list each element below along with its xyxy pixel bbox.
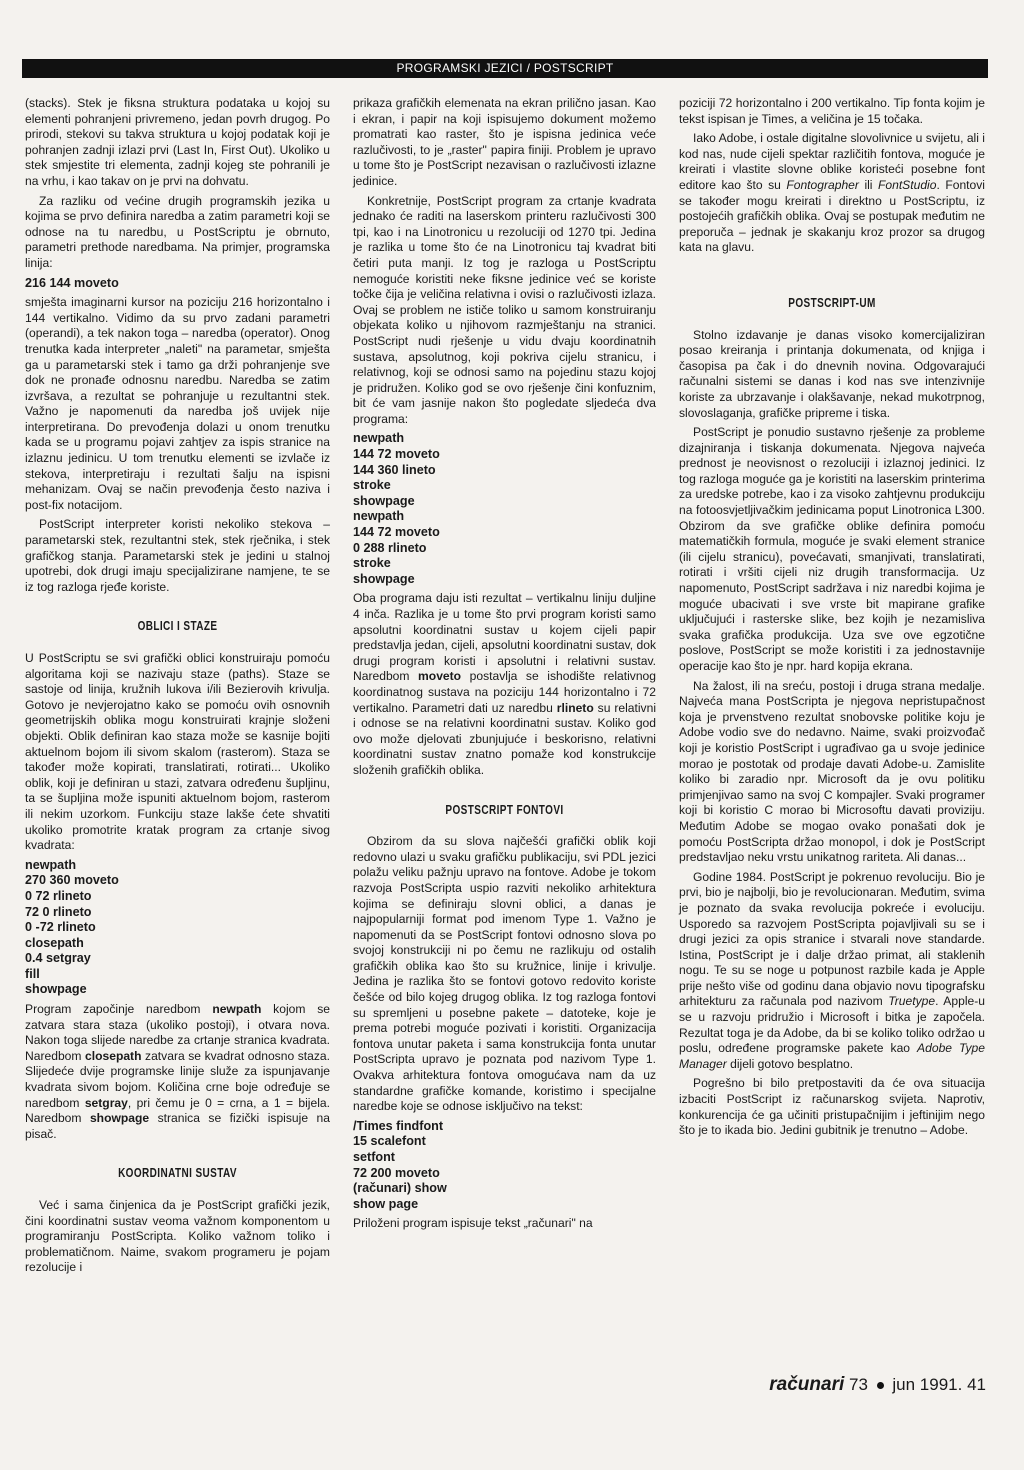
section-title: PROGRAMSKI JEZICI / POSTSCRIPT [396, 61, 614, 75]
paragraph: smješta imaginarni kursor na poziciju 216 horizontalno i 144 vertikalno. Vidimo da su prvo zadani parametri (operandi), a tek nakon toga – naredba (operator). Onog trenutka kada interpreter „naleti" na parametar, smješta ga u parametarski stek i tamo ga drži pohranjenje sve dok ne pronađe odnosnu naredbu. Naredba se zatim izvršava, a rezultat se pohranjuje u rezultantni stek. Važno je napomenuti da naredba još uvijek nije interpretirana. Do prevođenja dolazi u onom trenutku kada se u programu pojavi zahtjev za ispis stranice na izlaznu jedinicu. U tom trenutku elementi se izvlače iz stekova, interpretiraju i rezultati šalju na ispisni mehanizam. Ovaj se način prevođenja često naziva i post-fix notacijom. [25, 295, 330, 512]
magazine-logo: računari [769, 1374, 845, 1395]
code-block [25, 276, 330, 292]
issue-number: 73 [849, 1375, 868, 1394]
column-1 [25, 96, 330, 1280]
code-line: closepath [25, 935, 84, 950]
code-line: 72 0 rlineto [25, 904, 92, 919]
code-line: 72 200 moveto [353, 1165, 440, 1180]
code-block [353, 1119, 656, 1213]
code-line: stroke [353, 478, 391, 493]
code-line: newpath [353, 431, 405, 446]
page-footer [769, 1374, 986, 1396]
code-line: 15 scalefont [353, 1134, 426, 1149]
paragraph: (stacks). Stek je fiksna struktura podataka u kojoj su elementi pohranjeni privremeno, jedan povrh drugog. Po prirodi, stekovi su takva struktura u kojoj podatak koji je pohranjen zadnji izlazi prvi (Last In, First Out). Ukoliko u stek smjestite tri elementa, zadnji kojeg ste pohranili je na vrhu, i kao takav on je prvi na dohvatu. [25, 96, 330, 188]
paragraph: PostScript je ponudio sustavno rješenje za probleme dizajniranja i tiskanja dokumenata. Njegova najveća prednost je neovisnost o rezoluciji i izlaznoj jedinici. Iz tog razloga moguće ga je koristiti na laserskim printerima za uredske potrebe, kao i za visoko zahtjevnu produkciju na fotoosvjetljivačkim jedinicama poput Linotronica L300. Obzirom da sve grafičke oblike definira pomoću matematičkih formula, moguće je svaki element stranice (ili cijelu stranicu), povećavati, smanjivati, translatirati, rotirati i vršiti cijeli niz drugih transformacija. Uz napomenuto, PostScript sadržava i niz naredbi kojima je moguće ubacivati i sve vrste bit mapirane grafike uključujući i rasterske slike, bez kojih je nezamisliva svaka grafička produkcija. Uza sve ove egzotične poslove, PostScript se može koristiti i za jednostavnije operacije kao što je npr. hard kopija ekrana. [679, 425, 985, 673]
bullet-icon [877, 1382, 884, 1389]
code-line: /Times findfont [353, 1118, 444, 1133]
code-line: 0 -72 rlineto [25, 920, 96, 935]
paragraph: Godine 1984. PostScript je pokrenuo revoluciju. Bio je prvi, bio je najbolji, bio je revolucionaran. Međutim, svima je poznato da svaka revolucija pokreće i evoluciju. Usporedo sa razvojem PostScripta pojavljivali su se i drugi jezici za opis stranice i stvarali nove standarde. Istina, PostScript je i dalje držao primat, ali staklenih nogu. Te su se noge u potpunost razbile kada je Apple prije nešto više od godinu dana objavio novu tipografsku arhitekturu za računala pod nazivom Truetype. Apple-u se u razvoju pridružio i Microsoft i bitka je započela. Rezultat toga je da Adobe, da bi se koliko toliko održao u poslu, određene programske pakete kao Adobe Type Manager dijeli gotovo besplatno. [679, 869, 986, 1071]
section-heading: POSTSCRIPT FONTOVI [445, 802, 564, 817]
code-line: 144 72 moveto [353, 447, 440, 462]
code-line: showpage [353, 571, 415, 586]
code-block [25, 858, 330, 998]
paragraph: Program započinje naredbom newpath kojom se zatvara stara staza (ukoliko postoji), i otvara nova. Nakon toga slijede naredbe za crtanje stranica kvadrata. Naredbom closepath zatvara se kvadrat odnosno staza. Slijedeće dvije programske linije služe za ispunjavanje kvadrata sivom bojom. Količina crne boje određuje se naredbom setgray, pri čemu je 0 = crna, a 1 = bijela. Naredbom showpage stranica se fizički ispisuje na pisač. [25, 1002, 330, 1141]
page-number: 41 [967, 1375, 986, 1394]
paragraph: Obzirom da su slova najčešći grafički oblik koji redovno ulazi u svaku grafičku publikaciju, svi PDL jezici polažu veliku pažnju upravo na fontove. Adobe je tokom razvoja PostScripta uspio razviti nekoliko arhitektura kojima se definiraju slovni oblici, a danas je najpopularniji format pod imenom Type 1. Važno je napomenuti da se PostScript fontovi odnosno slova po svojoj konstrukciji ni po čemu ne razlikuju od ostalih grafičkih oblika kao što su kružnice, linije i krivulje. Jedina je razlika što se fontovi gotovo redovito koriste češće od bilo kojeg drugog oblika. Iz tog razloga fontovi su spremljeni u posebne pakete – datoteke, koje je prema potrebi moguće pozivati i koristiti. Organizacija fontova unutar paketa i sama konstrukcija fonta unutar PostScripta upravo je poznata pod nazivom Type 1. Ovakva arhitektura fontova omogućava nam da uz standardne grafičke komande, koristimo i specijalne naredbe koje se odnose isključivo na tekst: [353, 834, 656, 1114]
paragraph: Stolno izdavanje je danas visoko komercijaliziran posao kreiranja i printanja dokumenata, od knjiga i časopisa pa čak i do dnevnih novina. Odgovarajući računalni sistemi se danas i kod nas sve intenzivnije koriste za ubrzavanje i olakšavanje, nekad mukotrpnog, slovoslaganja, grafičke pripreme i tiska. [679, 327, 985, 420]
code-line: 270 360 moveto [25, 873, 119, 888]
paragraph: PostScript interpreter koristi nekoliko stekova – parametarski stek, rezultantni stek, stek rječnika, i stek grafičkog stanja. Parametarski stek je jedini u stalnoj upotrebi, dok drugi imaju specijalizirane namjene, te se iz tog razloga rjeđe koriste. [25, 517, 330, 594]
code-line: show page [353, 1196, 419, 1211]
section-heading: OBLICI I STAZE [137, 619, 218, 634]
paragraph: Iako Adobe, i ostale digitalne slovolivnice u svijetu, ali i kod nas, nude cijeli spektar različitih fontova, moguće je kreirati i vlastite slovne oblike koristeći posebne font editore kao što su Fontographer ili FontStudio. Fontovi se također mogu kreirati i direktno u PostScriptu, iz postojećih grafičkih oblika. Ovaj se postupak međutim ne preporuča – jednak je skakanju kroz prozor sa drugog kata na glavu. [679, 131, 985, 255]
code-line: 0 72 rlineto [25, 888, 92, 903]
paragraph: poziciji 72 horizontalno i 200 vertikalno. Tip fonta kojim je tekst ispisan je Times, a veličina je 15 točaka. [679, 96, 985, 126]
paragraph: Priloženi program ispisuje tekst „računari" na [353, 1216, 593, 1231]
paragraph: U PostScriptu se svi grafički oblici konstruiraju pomoću algoritama koji se nazivaju staze (paths). Staze se sastoje od linija, kružnih lukova i/ili Bezierovih krivulja. Gotovo je nevjerojatno kako se pomoću ovih osnovnih geometrijskih oblika mogu konstruirati krajnje složeni objekti. Oblik definiran kao staza može se kasnije bojiti aktuelnom bojom ili sivom skalom (rasterom). Staza se također može kopirati, translatirati, rotirati... Ukoliko oblik, koji je definiran u stazi, zatvara određenu šupljinu, ta se šupljina može ispuniti aktuelnom bojom, rasterom ili nekim uzorkom. Funkciju staze lakše ćete shvatiti ukoliko promotrite kratak program za crtanje sivog kvadrata: [25, 651, 330, 853]
code-line: showpage [353, 493, 415, 508]
column-3 [679, 96, 985, 1143]
code-line: stroke [353, 556, 391, 571]
paragraph: Oba programa daju isti rezultat – vertikalnu liniju duljine 4 inča. Razlika je u tome što prvi program koristi samo apsolutni koordinatni sustav u kojem cijeli papir predstavlja jedan, cijeli, apsolutni koordinatni sustav, dok drugi program koristi i apsolutni i relativni sustav. Naredbom moveto postavlja se ishodište relativnog koordinatnog sustava na poziciju 144 horizontalno i 72 vertikalno. Parametri dati uz naredbu rlineto su relativni i odnose se na relativni koordinatni sustav. Koliko god ovo može djelovati zbunjujuće i beskorisno, relativni koordinatni sustav znatno pomaže kod konstrukcije složenih grafičkih oblika. [353, 591, 657, 777]
code-line: 144 360 lineto [353, 462, 436, 477]
code-line: showpage [25, 982, 87, 997]
section-heading: POSTSCRIPT-UM [788, 295, 876, 310]
code-line: newpath [353, 509, 405, 524]
code-block [353, 431, 656, 587]
code-line: setfont [353, 1150, 395, 1164]
paragraph: Već i sama činjenica da je PostScript grafički jezik, čini koordinatni sustav veoma važnom komponentom u programiranju PostScripta. Koliko važnom toliko i problematičnom. Naime, svakom programeru je pojam rezolucije i [25, 1198, 330, 1275]
code-line: 0 288 rlineto [353, 540, 427, 555]
code-line: (računari) show [353, 1181, 447, 1196]
issue-date: jun 1991. [892, 1375, 963, 1394]
code-line: 144 72 moveto [353, 525, 440, 540]
paragraph: Pogrešno bi bilo pretpostaviti da će ova situacija izbaciti PostScript iz računarskog svijeta. Naprotiv, konkurencija će ga učiniti pristupačnijim i jeftinijim nego što je to ikada bio. Jedini gubitnik je trenutno – Adobe. [679, 1076, 985, 1138]
section-heading: KOORDINATNI SUSTAV [118, 1166, 237, 1181]
header-bar [22, 59, 988, 78]
code-line: newpath [25, 857, 77, 872]
code-line: fill [25, 966, 40, 981]
paragraph: Konkretnije, PostScript program za crtanje kvadrata jednako će raditi na laserskom printeru razlučivosti 300 tpi, kao i na Linotronicu u rezoluciji od 1270 tpi. Jedina je razlika u tome što će na Linotronicu taj kvadrat biti četiri puta manji. Iz tog je razloga u PostScriptu nemoguće koristiti neke fiksne jedinice već se koriste točke čija je veličina relativna i ovisi o razlučivosti izlaza. Ovaj se problem ne ističe toliko u samom konstruiranju objekata koliko u njihovom razmještanju na stranici. PostScript nudi rješenje u vidu dvaju koordinatnih sustava, apsolutnog, koji pokriva cijelu stranicu, i relativnog, koji se odnosi samo na pojedinu stazu kojoj je pridružen. Koliko god se ovo rješenje čini konfuznim, bit će vam jasnije nakon što pogledate sljedeća dva programa: [353, 193, 656, 426]
code-line: 0.4 setgray [25, 951, 91, 966]
paragraph: Za razliku od većine drugih programskih jezika u kojima se prvo definira naredba a zatim parametri koji se odnose na tu naredbu, u PostScriptu je obrnuto, parametri prethode naredbama. Na primjer, programska linija: [25, 193, 330, 270]
paragraph: prikaza grafičkih elemenata na ekran prilično jasan. Kao i ekran, i papir na koji ispisujemo dokument možemo promatrati kao raster, što je ispisna jedinica veće razlučivosti, to je „raster" papira finiji. Problem je upravo u tome što je PostScript nezavisan o razlučivosti izlazne jedinice. [353, 96, 656, 188]
paragraph: Na žalost, ili na sreću, postoji i druga strana medalje. Najveća mana PostScripta je njegova nepristupačnost koja je prvenstveno rezultat snobovske politike koju je Adobe vodio sve do nedavno. Naime, svaki proizvođač koji je koristio PostScript i ugrađivao ga u svoje jedinice morao je postotak od prodaje davati Adobe-u. Zamislite koliko bi zaradio npr. Microsoft da je ovu politiku primjenjivao samo na svoj C kompajler. Svaki programer koji bi koristio C morao bi Microsoftu davati proviziju. Međutim Adobe se mogao ovako ponašati dok je pomoću PostScripta držao monopol, i dok je PostScript predstavljao neku vrstu unikatnog rariteta. Ali danas... [679, 678, 985, 865]
column-2 [353, 96, 656, 1236]
code-line: 216 144 moveto [25, 275, 119, 290]
